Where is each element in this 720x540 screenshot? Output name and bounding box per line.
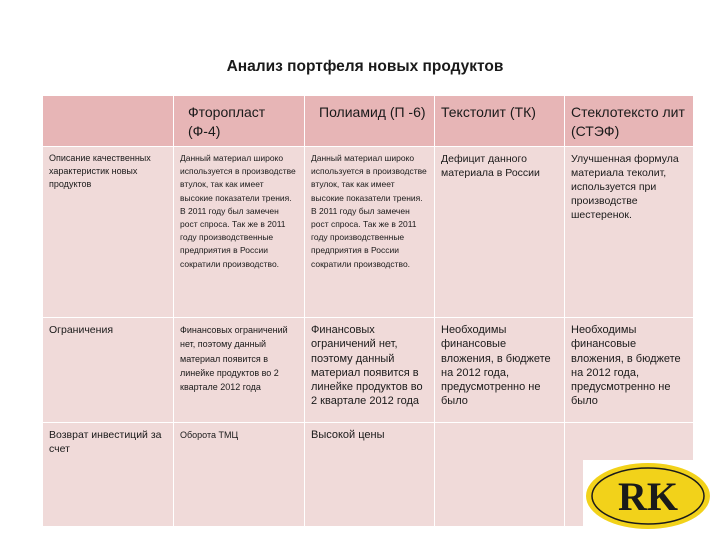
header-cell-poliamid: Полиамид (П -6) [305,96,435,147]
table-cell: Необходимы финансовые вложения, в бюджете на 2012 года, предусмотренно не было [565,318,694,423]
header-cell-ftoroplast: Фторопласт (Ф-4) [174,96,305,147]
table-row [43,147,694,318]
table-cell: Необходимы финансовые вложения, в бюджете на 2012 года, предусмотренно не было [435,318,565,423]
row-label: Ограничения [43,318,174,423]
table-cell: Улучшенная формула материала теколит, используется при производстве шестеренок. [565,147,694,318]
logo-text: RK [618,474,678,519]
table-cell: Оборота ТМЦ [174,423,305,527]
table-cell: Высокой цены [305,423,435,527]
header-cell-steklotekstolit: Стеклотексто лит (СТЭФ) [565,96,694,147]
slide-title: Анализ портфеля новых продуктов [226,58,504,75]
table-row [43,318,694,423]
rk-logo [583,460,713,532]
row-label: Описание качественных характеристик новых продуктов [43,147,174,318]
header-cell-empty [43,96,174,147]
table-cell: Финансовых ограничений нет, поэтому данный материал появится в линейке продуктов во 2 квартале 2012 года [305,318,435,423]
row-label: Возврат инвестиций за счет [43,423,174,527]
table-cell: Данный материал широко используется в производстве втулок, так как имеет высокие показатели трения. В 2011 году был замечен рост спроса. Так же в 2011 году производственные предприятия в России сократили производство. [305,147,435,318]
table-cell [435,423,565,527]
table-header-row [43,96,694,147]
table-cell: Данный материал широко используется в производстве втулок, так как имеет высокие показатели трения. В 2011 году был замечен рост спроса. Так же в 2011 году производственные предприятия в России сократили производство. [174,147,305,318]
table-cell: Дефицит данного материала в России [435,147,565,318]
header-cell-tekstolit: Текстолит (ТК) [435,96,565,147]
table-cell: Финансовых ограничений нет, поэтому данный материал появится в линейке продуктов во 2 квартале 2012 года [174,318,305,423]
